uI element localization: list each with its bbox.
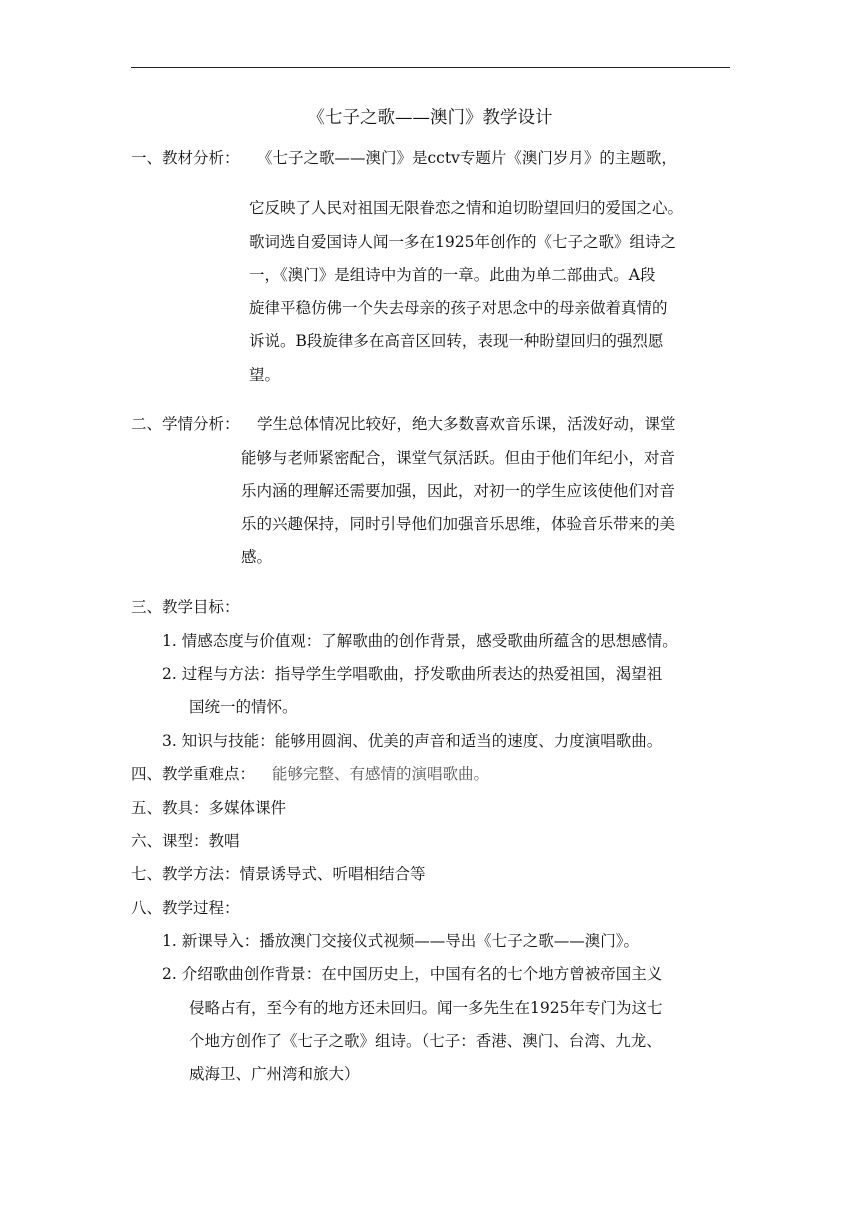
process-item-continuation: 威海卫、广州湾和旅大）: [189, 1065, 360, 1083]
section-5: 五、教具：多媒体课件: [131, 799, 287, 817]
section-1-line: 旋律平稳仿佛一个失去母亲的孩子对思念中的母亲做着真情的: [249, 299, 668, 317]
section-3-heading: 三、教学目标：: [131, 598, 240, 616]
section-1-line: 一，《澳门》是组诗中为首的一章。此曲为单二部曲式。A段: [249, 266, 656, 284]
section-1-line: 诉说。B段旋律多在高音区回转，表现一种盼望回归的强烈愿: [249, 332, 664, 350]
document-title: 《七子之歌——澳门》教学设计: [307, 108, 553, 128]
process-item: 1. 新课导入：播放澳门交接仪式视频——导出《七子之歌——澳门》。: [162, 932, 639, 950]
section-6: 六、课型：教唱: [131, 832, 240, 850]
section-2-first-line: 学生总体情况比较好，绝大多数喜欢音乐课，活泼好动，课堂: [257, 415, 676, 433]
section-2-heading: 二、学情分析：: [131, 415, 240, 433]
section-4-text: 能够完整、有感情的演唱歌曲。: [272, 765, 490, 783]
process-item-continuation: 侵略占有，至今有的地方还未回归。闻一多先生在1925年专门为这七: [189, 999, 663, 1017]
objective-item: 1. 情感态度与价值观：了解歌曲的创作背景，感受歌曲所蕴含的思想感情。: [162, 632, 678, 650]
section-2-line: 能够与老师紧密配合，课堂气氛活跃。但由于他们年纪小，对音: [241, 449, 676, 467]
section-1-heading: 一、教材分析：: [131, 149, 240, 167]
objective-item: 2. 过程与方法：指导学生学唱歌曲，抒发歌曲所表达的热爱祖国，渴望祖: [162, 665, 663, 683]
section-2-line: 乐的兴趣保持，同时引导他们加强音乐思维，体验音乐带来的美: [241, 515, 676, 533]
section-2-line: 乐内涵的理解还需要加强，因此，对初一的学生应该使他们对音: [241, 482, 676, 500]
objective-item: 3. 知识与技能：能够用圆润、优美的声音和适当的速度、力度演唱歌曲。: [162, 732, 663, 750]
section-1-first-line: 《七子之歌——澳门》是cctv专题片《澳门岁月》的主题歌，: [257, 149, 677, 167]
section-1-line: 望。: [249, 366, 281, 384]
section-7: 七、教学方法：情景诱导式、听唱相结合等: [131, 865, 426, 883]
section-4-heading: 四、教学重难点：: [131, 765, 256, 783]
header-rule: [131, 67, 730, 68]
process-item: 2. 介绍歌曲创作背景：在中国历史上，中国有名的七个地方曾被帝国主义: [162, 965, 663, 983]
section-8-heading: 八、教学过程：: [131, 899, 240, 917]
section-1-line: 歌词选自爱国诗人闻一多在1925年创作的《七子之歌》组诗之: [249, 233, 676, 251]
section-1-line: 它反映了人民对祖国无限眷恋之情和迫切盼望回归的爱国之心。: [249, 199, 684, 217]
process-item-continuation: 个地方创作了《七子之歌》组诗。（七子：香港、澳门、台湾、九龙、: [189, 1032, 662, 1050]
section-2-line: 感。: [241, 548, 273, 566]
objective-item-continuation: 国统一的情怀。: [189, 698, 298, 716]
